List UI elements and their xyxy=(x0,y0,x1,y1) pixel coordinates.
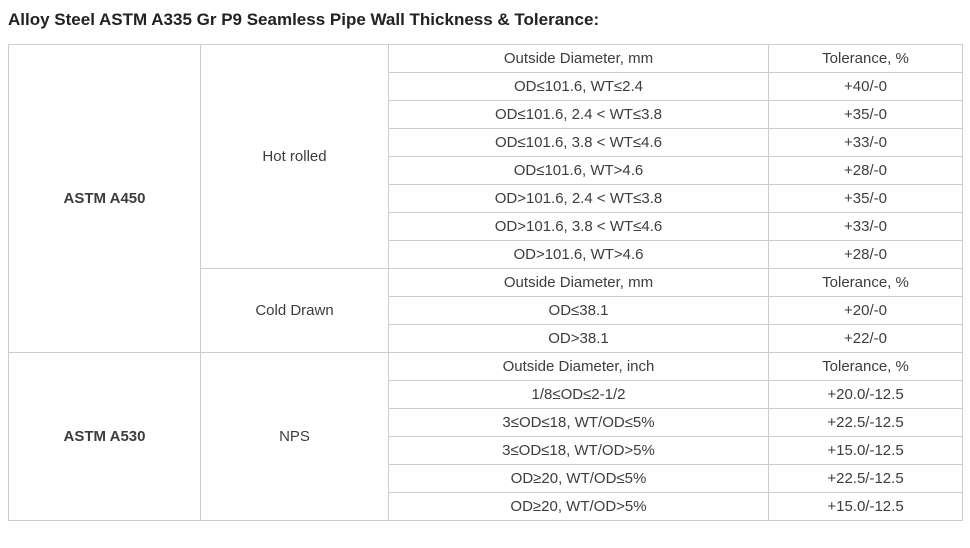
condition-cell: OD>38.1 xyxy=(389,325,769,353)
tolerance-header-cell: Tolerance, % xyxy=(769,353,963,381)
condition-cell: OD>101.6, 2.4 < WT≤3.8 xyxy=(389,185,769,213)
tolerance-cell: +20.0/-12.5 xyxy=(769,381,963,409)
condition-cell: 1/8≤OD≤2-1/2 xyxy=(389,381,769,409)
condition-header-cell: Outside Diameter, inch xyxy=(389,353,769,381)
tolerance-cell: +22.5/-12.5 xyxy=(769,409,963,437)
condition-cell: OD>101.6, WT>4.6 xyxy=(389,241,769,269)
process-cell: Hot rolled xyxy=(201,45,389,269)
tolerance-cell: +33/-0 xyxy=(769,213,963,241)
condition-cell: OD≥20, WT/OD>5% xyxy=(389,493,769,521)
process-cell: NPS xyxy=(201,353,389,521)
tolerance-header-cell: Tolerance, % xyxy=(769,45,963,73)
tolerance-cell: +15.0/-12.5 xyxy=(769,437,963,465)
condition-cell: OD>101.6, 3.8 < WT≤4.6 xyxy=(389,213,769,241)
condition-cell: OD≥20, WT/OD≤5% xyxy=(389,465,769,493)
tolerance-cell: +35/-0 xyxy=(769,185,963,213)
condition-cell: 3≤OD≤18, WT/OD≤5% xyxy=(389,409,769,437)
condition-header-cell: Outside Diameter, mm xyxy=(389,269,769,297)
table-row xyxy=(9,353,963,381)
tolerance-header-cell: Tolerance, % xyxy=(769,269,963,297)
condition-cell: 3≤OD≤18, WT/OD>5% xyxy=(389,437,769,465)
standard-cell: ASTM A450 xyxy=(9,45,201,353)
table-row xyxy=(9,45,963,73)
condition-cell: OD≤101.6, WT≤2.4 xyxy=(389,73,769,101)
tolerance-cell: +22/-0 xyxy=(769,325,963,353)
tolerance-cell: +28/-0 xyxy=(769,241,963,269)
pipe-tolerance-table xyxy=(8,44,963,521)
tolerance-cell: +28/-0 xyxy=(769,157,963,185)
condition-cell: OD≤101.6, 3.8 < WT≤4.6 xyxy=(389,129,769,157)
tolerance-cell: +15.0/-12.5 xyxy=(769,493,963,521)
condition-cell: OD≤38.1 xyxy=(389,297,769,325)
tolerance-cell: +33/-0 xyxy=(769,129,963,157)
condition-header-cell: Outside Diameter, mm xyxy=(389,45,769,73)
page-title: Alloy Steel ASTM A335 Gr P9 Seamless Pipe Wall Thickness & Tolerance: xyxy=(8,10,600,29)
tolerance-cell: +35/-0 xyxy=(769,101,963,129)
condition-cell: OD≤101.6, 2.4 < WT≤3.8 xyxy=(389,101,769,129)
process-cell: Cold Drawn xyxy=(201,269,389,353)
tolerance-cell: +22.5/-12.5 xyxy=(769,465,963,493)
tolerance-cell: +20/-0 xyxy=(769,297,963,325)
condition-cell: OD≤101.6, WT>4.6 xyxy=(389,157,769,185)
standard-cell: ASTM A530 xyxy=(9,353,201,521)
tolerance-cell: +40/-0 xyxy=(769,73,963,101)
